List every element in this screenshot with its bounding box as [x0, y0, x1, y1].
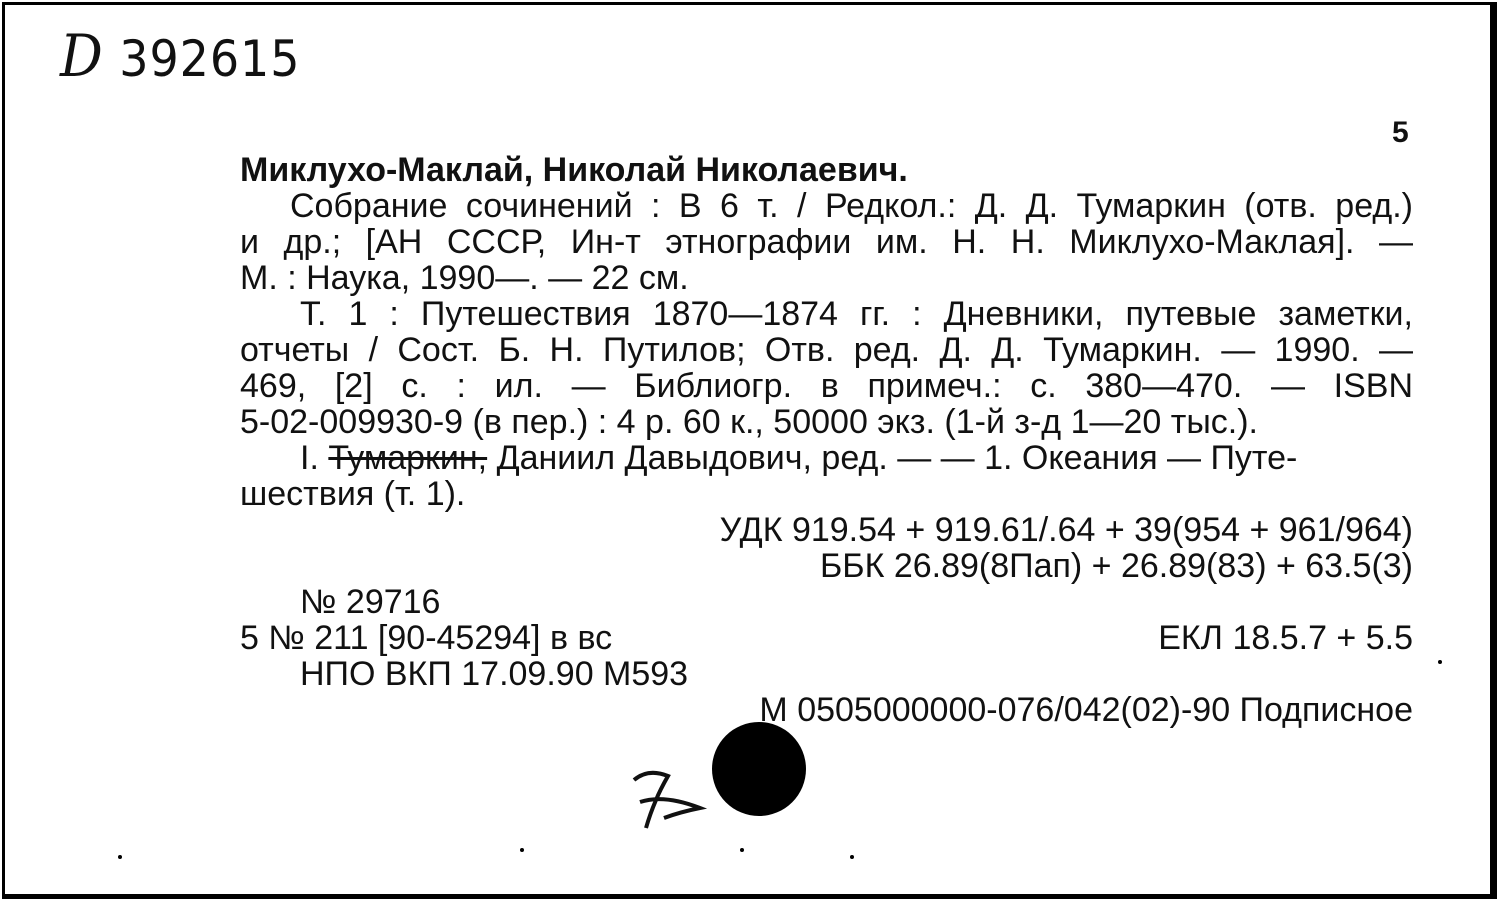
tracing-line: [300, 440, 1413, 476]
ekl-line: ЕКЛ 18.5.7 + 5.5: [1158, 619, 1413, 657]
scan-speck: [1438, 660, 1442, 664]
scan-speck: [850, 855, 854, 859]
subscription-line: М 0505000000-076/042(02)-90 Подписное: [759, 691, 1413, 729]
description-line-3: М. : Наука, 1990—. — 22 см.: [240, 259, 689, 297]
order-line: 5 № 211 [90-45294] в вс: [240, 619, 613, 657]
description-line-1: Собрание сочинений : В 6 т. / Редкол.: Д. Д. Тумаркин (отв. ред.): [290, 187, 1413, 225]
scan-speck: [520, 848, 524, 852]
volume-entry-line-1: Т. 1 : Путешествия 1870—1874 гг. : Дневники, путевые заметки,: [300, 295, 1413, 333]
record-number: № 29716: [300, 583, 441, 621]
volume-entry-line-3: 469, [2] с. : ил. — Библиогр. в примеч.: с. 380—470. — ISBN: [240, 367, 1413, 405]
punched-hole-dot: [712, 722, 806, 816]
tracing-continuation: шествия (т. 1).: [240, 475, 466, 513]
volume-number: 5: [1392, 116, 1409, 149]
volume-entry-line-4: 5-02-009930-9 (в пер.) : 4 р. 60 к., 50000 экз. (1-й з-д 1—20 тыс.).: [240, 403, 1258, 441]
npo-line: НПО ВКП 17.09.90 М593: [300, 655, 689, 693]
bbk-line: ББК 26.89(8Пап) + 26.89(83) + 63.5(3): [819, 547, 1413, 585]
volume-entry-line-2: отчеты / Сост. Б. Н. Путилов; Отв. ред. Д. Д. Тумаркин. — 1990. —: [240, 331, 1413, 369]
card-id-handwritten: [60, 22, 300, 90]
card-id-prefix: D: [60, 22, 104, 90]
card-id-number: 392615: [119, 30, 301, 88]
tracing-struck-name: Тумаркин,: [328, 439, 488, 477]
tracing-prefix: I.: [300, 439, 319, 477]
scan-speck: [118, 855, 122, 859]
udk-line: УДК 919.54 + 919.61/.64 + 39(954 + 961/964): [719, 511, 1413, 549]
description-line-2: и др.; [АН СССР, Ин-т этнографии им. Н. Н. Миклухо-Маклая]. —: [240, 223, 1413, 261]
author-heading: Миклухо-Маклай, Николай Николаевич.: [240, 151, 908, 189]
tracing-rest: Даниил Давыдович, ред. — — 1. Океания — Путе-: [496, 439, 1298, 477]
handwritten-seven-mark: [620, 760, 710, 840]
scan-speck: [740, 848, 744, 852]
